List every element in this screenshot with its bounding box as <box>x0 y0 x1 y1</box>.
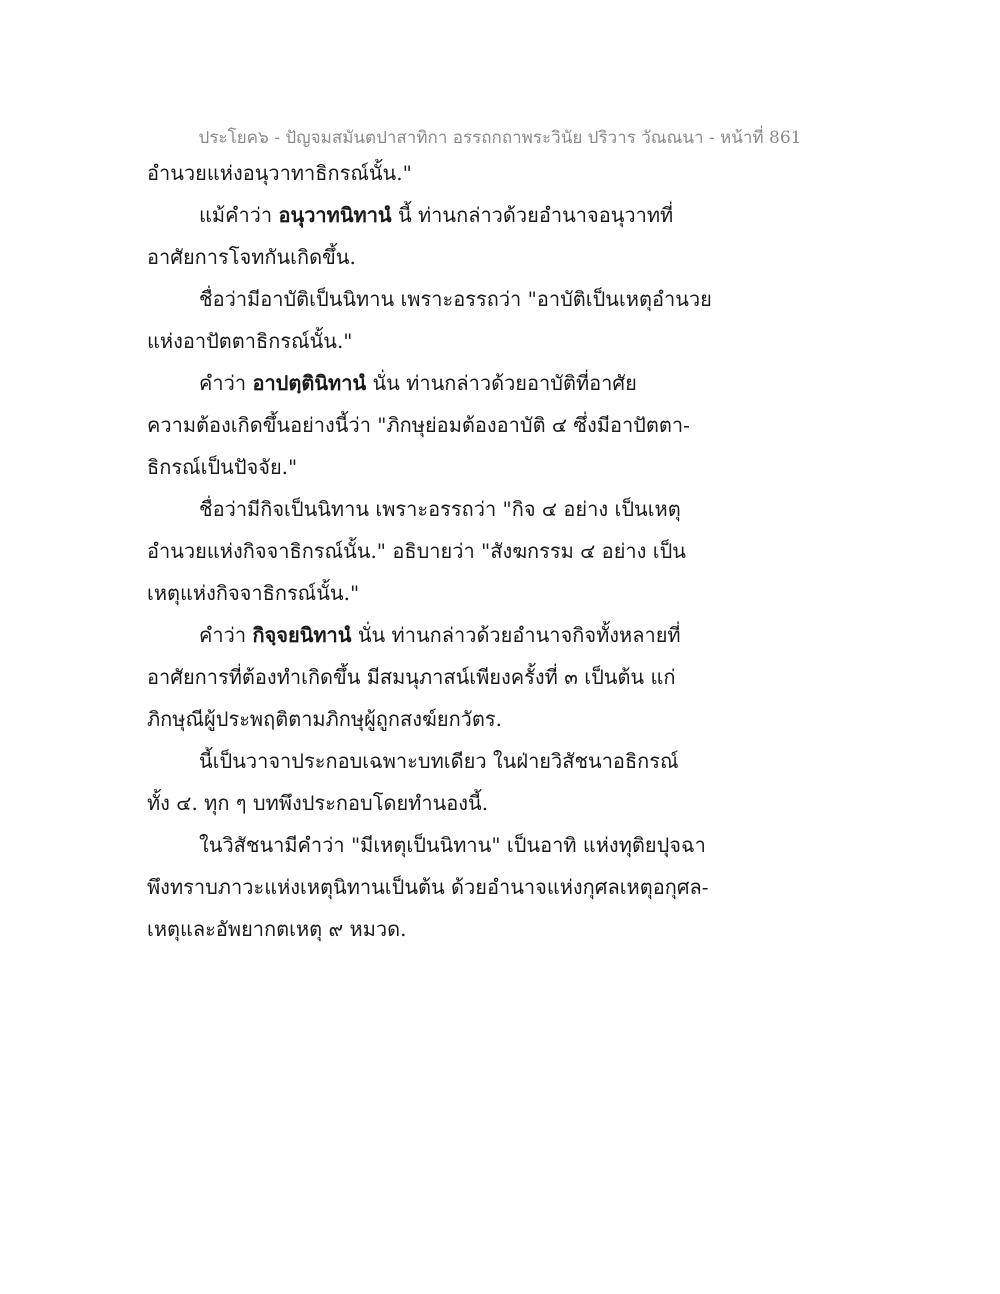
text-line <box>147 488 707 530</box>
text-span: ชื่อว่ามีอาบัติเป็นนิทาน เพราะอรรถว่า "อาบัติเป็นเหตุอำนวย <box>199 287 712 311</box>
text-span: แห่งอาปัตตาธิกรณ์นั้น." <box>147 329 353 353</box>
text-line <box>147 236 707 278</box>
text-line <box>147 152 707 194</box>
text-span: พึงทราบภาวะแห่งเหตุนิทานเป็นต้น ด้วยอำนาจแห่งกุศลเหตุอกุศล- <box>147 875 709 899</box>
bold-term: อนุวาทนิทานํ <box>278 203 392 227</box>
text-span: เหตุแห่งกิจจาธิกรณ์นั้น." <box>147 581 360 605</box>
text-span: อำนวยแห่งกิจจาธิกรณ์นั้น." อธิบายว่า "สังฆกรรม ๔ อย่าง เป็น <box>147 539 686 563</box>
text-span: ทั้ง ๔. ทุก ๆ บทพึงประกอบโดยทำนองนี้. <box>147 791 489 815</box>
text-line <box>147 656 707 698</box>
text-line <box>147 278 712 320</box>
text-line <box>147 824 707 866</box>
bold-term: กิจฺจยนิทานํ <box>252 623 352 647</box>
page-header: ประโยค๖ - ปัญจมสมันตปาสาทิกา อรรถกถาพระวินัย ปริวาร วัณณนา - หน้าที่ 861 <box>198 128 802 148</box>
text-span: นั่น ท่านกล่าวด้วยอาบัติที่อาศัย <box>366 371 637 395</box>
text-line <box>147 614 707 656</box>
text-span: นี้ ท่านกล่าวด้วยอำนาจอนุวาทที่ <box>391 203 674 227</box>
text-span: ในวิสัชนามีคำว่า "มีเหตุเป็นนิทาน" เป็นอาทิ แห่งทุติยปุจฉา <box>199 833 706 857</box>
text-span: นี้เป็นวาจาประกอบเฉพาะบทเดียว ในฝ่ายวิสัชนาอธิกรณ์ <box>199 749 679 773</box>
text-span: แม้คำว่า <box>199 203 279 227</box>
text-line <box>147 740 707 782</box>
bold-term: อาปตฺตินิทานํ <box>252 371 367 395</box>
text-line <box>147 866 707 908</box>
text-span: คำว่า <box>199 623 253 647</box>
text-line <box>147 194 707 236</box>
text-line <box>147 446 707 488</box>
text-span: อาศัยการที่ต้องทำเกิดขึ้น มีสมนุภาสน์เพียงครั้งที่ ๓ เป็นต้น แก่ <box>147 665 676 689</box>
text-span: อาศัยการโจทกันเกิดขึ้น. <box>147 245 356 269</box>
text-span: ความต้องเกิดขึ้นอย่างนี้ว่า "ภิกษุย่อมต้องอาบัติ ๔ ซึ่งมีอาปัตตา- <box>147 413 690 437</box>
text-span: ภิกษุณีผู้ประพฤติตามภิกษุผู้ถูกสงฆ์ยกวัตร. <box>147 707 502 731</box>
text-line <box>147 698 707 740</box>
text-line <box>147 404 707 446</box>
text-line <box>147 362 707 404</box>
text-line <box>147 320 707 362</box>
text-span: ธิกรณ์เป็นปัจจัย." <box>147 455 298 479</box>
text-span: อำนวยแห่งอนุวาทาธิกรณ์นั้น." <box>147 161 412 185</box>
text-line <box>147 572 707 614</box>
text-span: ชื่อว่ามีกิจเป็นนิทาน เพราะอรรถว่า "กิจ ๔ อย่าง เป็นเหตุ <box>199 497 681 521</box>
text-span: นั่น ท่านกล่าวด้วยอำนาจกิจทั้งหลายที่ <box>351 623 681 647</box>
text-line <box>147 530 707 572</box>
document-body <box>147 152 712 950</box>
text-line <box>147 782 707 824</box>
text-span: คำว่า <box>199 371 253 395</box>
text-span: เหตุและอัพยากตเหตุ ๙ หมวด. <box>147 917 407 941</box>
text-line <box>147 908 707 950</box>
